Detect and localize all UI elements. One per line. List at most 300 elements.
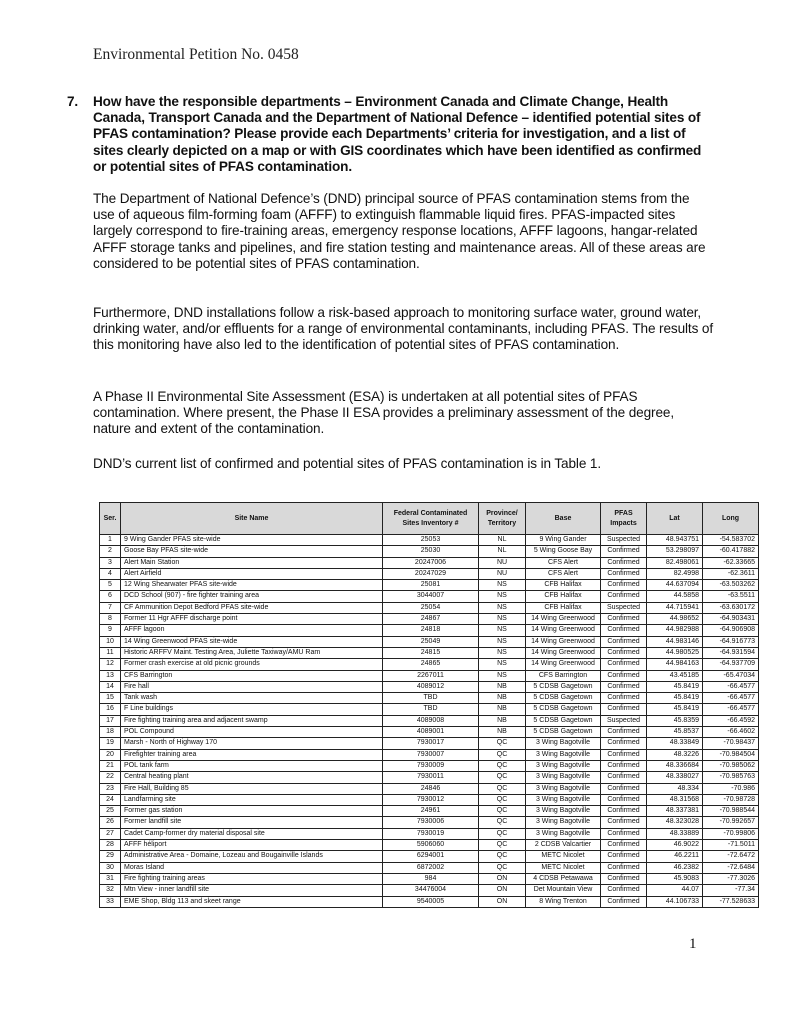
- cell-province: NS: [479, 614, 526, 625]
- cell-province: QC: [479, 851, 526, 862]
- cell-fcsi: 25053: [383, 535, 479, 546]
- cell-fcsi: 7930012: [383, 794, 479, 805]
- cell-pfas-impacts: Confirmed: [601, 806, 647, 817]
- cell-ser: 22: [100, 772, 121, 783]
- cell-pfas-impacts: Confirmed: [601, 693, 647, 704]
- cell-pfas-impacts: Confirmed: [601, 828, 647, 839]
- cell-ser: 5: [100, 580, 121, 591]
- cell-province: QC: [479, 817, 526, 828]
- cell-lat: 45.8419: [647, 681, 703, 692]
- cell-province: NS: [479, 580, 526, 591]
- cell-lat: 44.984163: [647, 659, 703, 670]
- cell-base: METC Nicolet: [526, 851, 601, 862]
- cell-lat: 46.2211: [647, 851, 703, 862]
- cell-base: CFB Halifax: [526, 580, 601, 591]
- cell-ser: 24: [100, 794, 121, 805]
- cell-fcsi: TBD: [383, 693, 479, 704]
- header-base: Base: [526, 503, 601, 535]
- cell-long: -70.98728: [703, 794, 759, 805]
- cell-site-name: Firefighter training area: [121, 749, 383, 760]
- cell-site-name: AFFF lagoon: [121, 625, 383, 636]
- cell-fcsi: TBD: [383, 704, 479, 715]
- cell-fcsi: 7930011: [383, 772, 479, 783]
- table-row: [100, 659, 759, 670]
- cell-long: -77.528633: [703, 896, 759, 907]
- cell-lat: 44.983146: [647, 636, 703, 647]
- cell-fcsi: 24961: [383, 806, 479, 817]
- cell-site-name: Fire fighting training area and adjacent swamp: [121, 715, 383, 726]
- table-row: [100, 602, 759, 613]
- cell-base: 9 Wing Gander: [526, 535, 601, 546]
- cell-long: -70.992657: [703, 817, 759, 828]
- cell-province: NL: [479, 535, 526, 546]
- cell-lat: 82.498061: [647, 557, 703, 568]
- cell-base: 3 Wing Bagotville: [526, 760, 601, 771]
- cell-lat: 44.637094: [647, 580, 703, 591]
- cell-fcsi: 9540005: [383, 896, 479, 907]
- cell-site-name: Landfarming site: [121, 794, 383, 805]
- cell-fcsi: 20247029: [383, 568, 479, 579]
- cell-fcsi: 24818: [383, 625, 479, 636]
- cell-base: 5 CDSB Gagetown: [526, 727, 601, 738]
- cell-base: CFS Barrington: [526, 670, 601, 681]
- cell-province: NS: [479, 647, 526, 658]
- cell-lat: 45.8419: [647, 704, 703, 715]
- paragraph-phase-ii-esa: A Phase II Environmental Site Assessment (ESA) is undertaken at all potential sites of PFAS contamination. Where present, the Phase II ESA provides a preliminary assessment of the degree, nature and extent of the contamination.: [93, 389, 674, 437]
- cell-province: QC: [479, 806, 526, 817]
- cell-long: -63.503262: [703, 580, 759, 591]
- cell-ser: 28: [100, 840, 121, 851]
- table-row: [100, 749, 759, 760]
- cell-lat: 48.33849: [647, 738, 703, 749]
- cell-province: QC: [479, 862, 526, 873]
- cell-province: QC: [479, 794, 526, 805]
- cell-fcsi: 7930017: [383, 738, 479, 749]
- table-row: [100, 591, 759, 602]
- cell-province: NB: [479, 727, 526, 738]
- cell-fcsi: 7930006: [383, 817, 479, 828]
- cell-lat: 48.334: [647, 783, 703, 794]
- cell-long: -66.4577: [703, 693, 759, 704]
- cell-pfas-impacts: Confirmed: [601, 873, 647, 884]
- cell-pfas-impacts: Confirmed: [601, 840, 647, 851]
- cell-pfas-impacts: Confirmed: [601, 885, 647, 896]
- cell-ser: 2: [100, 546, 121, 557]
- cell-lat: 44.106733: [647, 896, 703, 907]
- cell-lat: 44.980525: [647, 647, 703, 658]
- cell-lat: 82.4998: [647, 568, 703, 579]
- cell-site-name: Former landfill site: [121, 817, 383, 828]
- cell-ser: 6: [100, 591, 121, 602]
- cell-ser: 27: [100, 828, 121, 839]
- cell-site-name: Moras Island: [121, 862, 383, 873]
- cell-long: -60.417882: [703, 546, 759, 557]
- cell-pfas-impacts: Confirmed: [601, 546, 647, 557]
- cell-long: -70.99806: [703, 828, 759, 839]
- cell-province: QC: [479, 772, 526, 783]
- table-row: [100, 681, 759, 692]
- table-row: [100, 783, 759, 794]
- cell-long: -72.6472: [703, 851, 759, 862]
- cell-long: -70.984504: [703, 749, 759, 760]
- cell-long: -64.931594: [703, 647, 759, 658]
- pfas-sites-table: [99, 502, 759, 908]
- question-block: [67, 94, 717, 175]
- cell-site-name: Marsh - North of Highway 170: [121, 738, 383, 749]
- paragraph-afff-source: The Department of National Defence’s (DND) principal source of PFAS contamination stems from the use of aqueous film-forming foam (AFFF) to extinguish flammable liquid fires. PFAS-impacted sites largely correspond to fire-training areas, emergency response locations, AFFF lagoons, hangar-related AFFF storage tanks and pipelines, and fire station testing and maintenance areas. All of these areas are considered to be potential sites of PFAS contamination.: [93, 191, 706, 271]
- cell-province: NU: [479, 557, 526, 568]
- cell-long: -66.4577: [703, 704, 759, 715]
- cell-pfas-impacts: Confirmed: [601, 727, 647, 738]
- cell-lat: 45.8359: [647, 715, 703, 726]
- cell-lat: 48.323028: [647, 817, 703, 828]
- cell-pfas-impacts: Confirmed: [601, 681, 647, 692]
- cell-base: 14 Wing Greenwood: [526, 647, 601, 658]
- cell-pfas-impacts: Confirmed: [601, 557, 647, 568]
- cell-base: METC Nicolet: [526, 862, 601, 873]
- cell-ser: 10: [100, 636, 121, 647]
- cell-fcsi: 34476004: [383, 885, 479, 896]
- cell-ser: 18: [100, 727, 121, 738]
- table-row: [100, 896, 759, 907]
- cell-pfas-impacts: Suspected: [601, 715, 647, 726]
- table-row: [100, 828, 759, 839]
- cell-site-name: Goose Bay PFAS site-wide: [121, 546, 383, 557]
- cell-pfas-impacts: Confirmed: [601, 647, 647, 658]
- header-fcsi: Federal Contaminated Sites Inventory #: [383, 503, 479, 535]
- cell-lat: 44.5858: [647, 591, 703, 602]
- cell-base: CFB Halifax: [526, 591, 601, 602]
- cell-fcsi: 4089008: [383, 715, 479, 726]
- cell-lat: 48.33889: [647, 828, 703, 839]
- cell-base: 3 Wing Bagotville: [526, 783, 601, 794]
- cell-lat: 48.337381: [647, 806, 703, 817]
- cell-long: -66.4592: [703, 715, 759, 726]
- cell-fcsi: 984: [383, 873, 479, 884]
- cell-base: CFB Halifax: [526, 602, 601, 613]
- cell-site-name: Former 11 Hgr AFFF discharge point: [121, 614, 383, 625]
- cell-ser: 19: [100, 738, 121, 749]
- cell-long: -64.937709: [703, 659, 759, 670]
- cell-fcsi: 25081: [383, 580, 479, 591]
- cell-base: 14 Wing Greenwood: [526, 614, 601, 625]
- cell-pfas-impacts: Confirmed: [601, 817, 647, 828]
- document-header: Environmental Petition No. 0458: [93, 46, 299, 63]
- cell-lat: 45.9083: [647, 873, 703, 884]
- cell-ser: 32: [100, 885, 121, 896]
- cell-ser: 26: [100, 817, 121, 828]
- cell-pfas-impacts: Confirmed: [601, 794, 647, 805]
- cell-fcsi: 2267011: [383, 670, 479, 681]
- cell-long: -70.986: [703, 783, 759, 794]
- header-pfas-impacts: PFAS Impacts: [601, 503, 647, 535]
- cell-province: NB: [479, 704, 526, 715]
- cell-province: NB: [479, 681, 526, 692]
- table-body: [100, 535, 759, 908]
- cell-site-name: 14 Wing Greenwood PFAS site-wide: [121, 636, 383, 647]
- cell-province: NB: [479, 693, 526, 704]
- cell-long: -70.98437: [703, 738, 759, 749]
- header-long: Long: [703, 503, 759, 535]
- cell-province: NL: [479, 546, 526, 557]
- cell-site-name: Former gas station: [121, 806, 383, 817]
- paragraph-monitoring: Furthermore, DND installations follow a risk-based approach to monitoring surface water, ground water, drinking water, and/or effluents for a range of environmental contaminants, including PFAS. The results of this monitoring have also led to the identification of potential sites of PFAS contamination.: [93, 305, 713, 353]
- cell-ser: 25: [100, 806, 121, 817]
- cell-ser: 4: [100, 568, 121, 579]
- cell-ser: 14: [100, 681, 121, 692]
- cell-ser: 16: [100, 704, 121, 715]
- cell-fcsi: 7930009: [383, 760, 479, 771]
- cell-site-name: 12 Wing Shearwater PFAS site-wide: [121, 580, 383, 591]
- cell-ser: 13: [100, 670, 121, 681]
- cell-site-name: Mtn View - inner landfill site: [121, 885, 383, 896]
- cell-lat: 48.338027: [647, 772, 703, 783]
- header-site-name: Site Name: [121, 503, 383, 535]
- cell-ser: 33: [100, 896, 121, 907]
- header-province: Province/ Territory: [479, 503, 526, 535]
- cell-lat: 45.8419: [647, 693, 703, 704]
- table-row: [100, 568, 759, 579]
- cell-site-name: DCD School (907) - fire fighter training area: [121, 591, 383, 602]
- cell-pfas-impacts: Confirmed: [601, 636, 647, 647]
- cell-long: -62.3611: [703, 568, 759, 579]
- cell-site-name: F Line buildings: [121, 704, 383, 715]
- cell-ser: 7: [100, 602, 121, 613]
- table-row: [100, 535, 759, 546]
- cell-base: 8 Wing Trenton: [526, 896, 601, 907]
- cell-base: CFS Alert: [526, 557, 601, 568]
- table-row: [100, 647, 759, 658]
- cell-lat: 53.298097: [647, 546, 703, 557]
- table-row: [100, 557, 759, 568]
- cell-site-name: Fire hall: [121, 681, 383, 692]
- cell-pfas-impacts: Confirmed: [601, 580, 647, 591]
- cell-long: -62.33665: [703, 557, 759, 568]
- cell-base: 3 Wing Bagotville: [526, 772, 601, 783]
- cell-ser: 29: [100, 851, 121, 862]
- cell-pfas-impacts: Suspected: [601, 535, 647, 546]
- cell-site-name: Fire Hall, Building 85: [121, 783, 383, 794]
- table-row: [100, 772, 759, 783]
- cell-ser: 11: [100, 647, 121, 658]
- cell-long: -66.4602: [703, 727, 759, 738]
- cell-province: QC: [479, 783, 526, 794]
- table-row: [100, 862, 759, 873]
- cell-fcsi: 4089012: [383, 681, 479, 692]
- table-row: [100, 806, 759, 817]
- table-row: [100, 614, 759, 625]
- cell-long: -70.985062: [703, 760, 759, 771]
- table-row: [100, 670, 759, 681]
- table-row: [100, 727, 759, 738]
- cell-ser: 9: [100, 625, 121, 636]
- cell-province: QC: [479, 760, 526, 771]
- cell-site-name: Former crash exercise at old picnic grounds: [121, 659, 383, 670]
- cell-lat: 45.8537: [647, 727, 703, 738]
- cell-lat: 46.2382: [647, 862, 703, 873]
- cell-ser: 17: [100, 715, 121, 726]
- cell-ser: 1: [100, 535, 121, 546]
- cell-site-name: AFFF héliport: [121, 840, 383, 851]
- cell-fcsi: 25030: [383, 546, 479, 557]
- cell-province: NB: [479, 715, 526, 726]
- cell-fcsi: 6294001: [383, 851, 479, 862]
- table-row: [100, 817, 759, 828]
- table-row: [100, 885, 759, 896]
- cell-province: ON: [479, 873, 526, 884]
- cell-site-name: CF Ammunition Depot Bedford PFAS site-wide: [121, 602, 383, 613]
- cell-base: 2 CDSB Valcartier: [526, 840, 601, 851]
- cell-province: QC: [479, 749, 526, 760]
- cell-pfas-impacts: Confirmed: [601, 783, 647, 794]
- table-row: [100, 704, 759, 715]
- cell-long: -63.630172: [703, 602, 759, 613]
- cell-fcsi: 3044007: [383, 591, 479, 602]
- cell-base: CFS Alert: [526, 568, 601, 579]
- cell-lat: 48.943751: [647, 535, 703, 546]
- cell-base: 14 Wing Greenwood: [526, 636, 601, 647]
- cell-lat: 44.715941: [647, 602, 703, 613]
- cell-pfas-impacts: Confirmed: [601, 749, 647, 760]
- cell-pfas-impacts: Confirmed: [601, 772, 647, 783]
- cell-province: QC: [479, 828, 526, 839]
- cell-long: -66.4577: [703, 681, 759, 692]
- cell-lat: 48.3226: [647, 749, 703, 760]
- table-row: [100, 636, 759, 647]
- cell-fcsi: 6872002: [383, 862, 479, 873]
- table-row: [100, 840, 759, 851]
- cell-province: NS: [479, 602, 526, 613]
- cell-fcsi: 24867: [383, 614, 479, 625]
- cell-pfas-impacts: Confirmed: [601, 851, 647, 862]
- cell-ser: 31: [100, 873, 121, 884]
- cell-long: -54.583702: [703, 535, 759, 546]
- cell-base: 3 Wing Bagotville: [526, 806, 601, 817]
- cell-ser: 15: [100, 693, 121, 704]
- cell-pfas-impacts: Confirmed: [601, 738, 647, 749]
- cell-base: 5 CDSB Gagetown: [526, 681, 601, 692]
- cell-province: NS: [479, 659, 526, 670]
- cell-base: Det Mountain View: [526, 885, 601, 896]
- cell-long: -77.3026: [703, 873, 759, 884]
- cell-site-name: Alert Airfield: [121, 568, 383, 579]
- cell-base: 5 CDSB Gagetown: [526, 693, 601, 704]
- cell-lat: 48.31568: [647, 794, 703, 805]
- cell-fcsi: 24815: [383, 647, 479, 658]
- cell-province: QC: [479, 738, 526, 749]
- table-row: [100, 625, 759, 636]
- table-header-row: [100, 503, 759, 535]
- question-number: 7.: [67, 94, 79, 109]
- cell-site-name: Cadet Camp-former dry material disposal site: [121, 828, 383, 839]
- cell-ser: 21: [100, 760, 121, 771]
- cell-pfas-impacts: Confirmed: [601, 896, 647, 907]
- cell-long: -70.985763: [703, 772, 759, 783]
- cell-base: 14 Wing Greenwood: [526, 659, 601, 670]
- cell-fcsi: 20247006: [383, 557, 479, 568]
- cell-fcsi: 25054: [383, 602, 479, 613]
- cell-province: NS: [479, 591, 526, 602]
- cell-lat: 44.07: [647, 885, 703, 896]
- cell-base: 5 CDSB Gagetown: [526, 715, 601, 726]
- cell-site-name: EME Shop, Bldg 113 and skeet range: [121, 896, 383, 907]
- cell-pfas-impacts: Confirmed: [601, 704, 647, 715]
- cell-site-name: CFS Barrington: [121, 670, 383, 681]
- cell-lat: 48.336684: [647, 760, 703, 771]
- cell-fcsi: 7930019: [383, 828, 479, 839]
- cell-fcsi: 7930007: [383, 749, 479, 760]
- cell-province: NS: [479, 625, 526, 636]
- cell-pfas-impacts: Confirmed: [601, 614, 647, 625]
- cell-long: -70.988544: [703, 806, 759, 817]
- header-ser: Ser.: [100, 503, 121, 535]
- cell-long: -64.906908: [703, 625, 759, 636]
- cell-long: -63.5511: [703, 591, 759, 602]
- cell-lat: 44.98652: [647, 614, 703, 625]
- cell-long: -64.903431: [703, 614, 759, 625]
- cell-lat: 46.9022: [647, 840, 703, 851]
- cell-fcsi: 5906060: [383, 840, 479, 851]
- cell-lat: 43.45185: [647, 670, 703, 681]
- table-row: [100, 794, 759, 805]
- cell-base: 3 Wing Bagotville: [526, 738, 601, 749]
- cell-lat: 44.982988: [647, 625, 703, 636]
- table-row: [100, 851, 759, 862]
- cell-long: -77.34: [703, 885, 759, 896]
- cell-base: 5 Wing Goose Bay: [526, 546, 601, 557]
- table-row: [100, 580, 759, 591]
- table-row: [100, 693, 759, 704]
- cell-long: -72.6484: [703, 862, 759, 873]
- cell-site-name: Tank wash: [121, 693, 383, 704]
- cell-fcsi: 24865: [383, 659, 479, 670]
- page-number: 1: [689, 936, 697, 952]
- cell-long: -64.916773: [703, 636, 759, 647]
- cell-site-name: Fire fighting training areas: [121, 873, 383, 884]
- cell-ser: 3: [100, 557, 121, 568]
- cell-ser: 8: [100, 614, 121, 625]
- cell-site-name: POL tank farm: [121, 760, 383, 771]
- cell-base: 3 Wing Bagotville: [526, 794, 601, 805]
- table-row: [100, 873, 759, 884]
- cell-pfas-impacts: Confirmed: [601, 862, 647, 873]
- cell-ser: 20: [100, 749, 121, 760]
- cell-site-name: Historic ARFFV Maint. Testing Area, Juliette Taxiway/AMU Ram: [121, 647, 383, 658]
- cell-pfas-impacts: Confirmed: [601, 591, 647, 602]
- cell-fcsi: 4089001: [383, 727, 479, 738]
- question-text: How have the responsible departments – Environment Canada and Climate Change, Health Canada, Transport Canada and the Department of National Defence – identified potential sites of PFAS contamination? Please provide each Departments’ criteria for investigation, and a list of sites clearly depicted on a map or with GIS coordinates which have been identified as confirmed or potential sites of PFAS contamination.: [93, 94, 702, 174]
- cell-base: 3 Wing Bagotville: [526, 828, 601, 839]
- cell-province: ON: [479, 885, 526, 896]
- cell-fcsi: 25049: [383, 636, 479, 647]
- cell-province: NS: [479, 636, 526, 647]
- cell-pfas-impacts: Confirmed: [601, 659, 647, 670]
- cell-ser: 12: [100, 659, 121, 670]
- cell-site-name: Central heating plant: [121, 772, 383, 783]
- cell-ser: 23: [100, 783, 121, 794]
- cell-base: 3 Wing Bagotville: [526, 749, 601, 760]
- cell-pfas-impacts: Confirmed: [601, 625, 647, 636]
- cell-long: -71.5011: [703, 840, 759, 851]
- cell-base: 5 CDSB Gagetown: [526, 704, 601, 715]
- table-row: [100, 546, 759, 557]
- cell-province: ON: [479, 896, 526, 907]
- table-row: [100, 738, 759, 749]
- cell-base: 14 Wing Greenwood: [526, 625, 601, 636]
- cell-pfas-impacts: Confirmed: [601, 760, 647, 771]
- cell-fcsi: 24846: [383, 783, 479, 794]
- cell-province: QC: [479, 840, 526, 851]
